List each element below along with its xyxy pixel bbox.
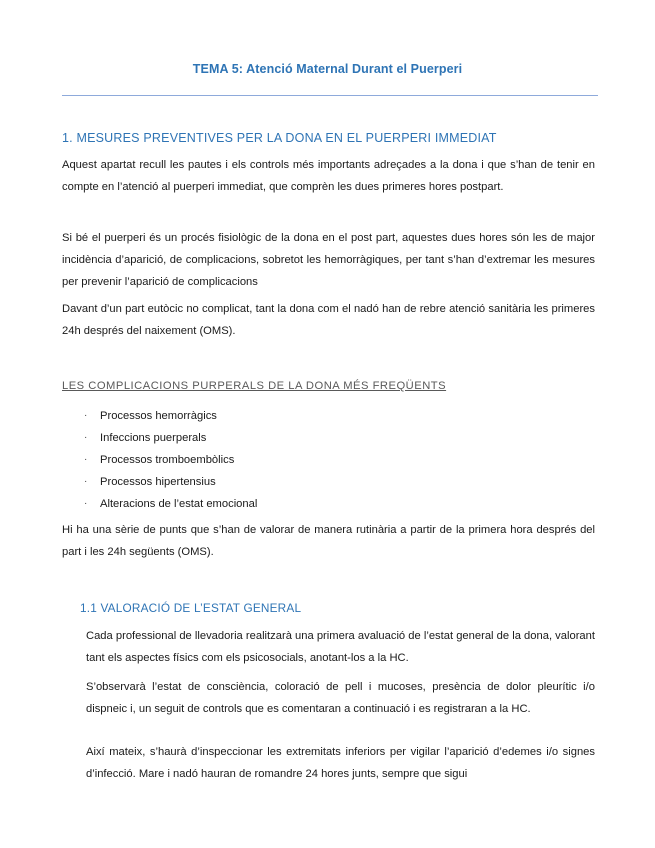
list-item: · Processos tromboembòlics xyxy=(84,449,257,471)
complications-closing-paragraph: Hi ha una sèrie de punts que s’han de valorar de manera rutinària a partir de la primera hora després del part i les 24h següents (OMS). xyxy=(62,524,595,558)
section-1-1-paragraph: Cada professional de llevadoria realitzarà una primera avaluació de l’estat general de la dona, valorant tant els aspectes físics com els psicosocials, anotant-los a la HC. xyxy=(86,630,595,664)
section-1-heading: 1. MESURES PREVENTIVES PER LA DONA EN EL PUERPERI IMMEDIAT xyxy=(62,131,497,145)
complications-heading: LES COMPLICACIONS PURPERALS DE LA DONA MÉS FREQÜENTS xyxy=(62,380,447,392)
section-1-1-paragraph: Així mateix, s’haurà d’inspeccionar les extremitats inferiors per vigilar l’aparició d’edemes i/o signes d’infecció. Mare i nadó hauran de romandre 24 hores junts, sempre que sigui xyxy=(86,746,595,780)
section-1-1-heading: 1.1 VALORACIÓ DE L’ESTAT GENERAL xyxy=(80,601,302,615)
bullet-icon: · xyxy=(84,432,88,443)
document-title: TEMA 5: Atenció Maternal Durant el Puerperi xyxy=(192,62,463,76)
list-item: · Alteracions de l’estat emocional xyxy=(84,493,257,515)
bullet-icon: · xyxy=(84,498,88,509)
section-1-paragraph: Si bé el puerperi és un procés fisiològic de la dona en el post part, aquestes dues hores són les de major incidència d’aparició, de complicacions, sobretot les hemorràgiques, per tant s’han d’extremar les mesures per prevenir l’aparició de complicacions xyxy=(62,232,595,288)
section-1-1-paragraph: S’observarà l’estat de consciència, coloració de pell i mucoses, presència de dolor pleurític i/o dispneic i, un seguit de controls que es comentaran a continuació i es registraran a la HC. xyxy=(86,681,595,715)
bullet-icon: · xyxy=(84,476,88,487)
list-item: · Infeccions puerperals xyxy=(84,427,257,449)
complications-list xyxy=(84,405,257,515)
list-item: · Processos hipertensius xyxy=(84,471,257,493)
section-1-paragraph: Davant d’un part eutòcic no complicat, tant la dona com el nadó han de rebre atenció sanitària les primeres 24h després del naixement (OMS). xyxy=(62,303,595,337)
list-item: · Processos hemorràgics xyxy=(84,405,257,427)
bullet-icon: · xyxy=(84,454,88,465)
section-1-paragraph: Aquest apartat recull les pautes i els controls més importants adreçades a la dona i que s’han de tenir en compte en l’atenció al puerperi immediat, que comprèn les dues primeres hores postpart. xyxy=(62,159,595,193)
bullet-icon: · xyxy=(84,410,88,421)
title-divider xyxy=(62,95,598,96)
